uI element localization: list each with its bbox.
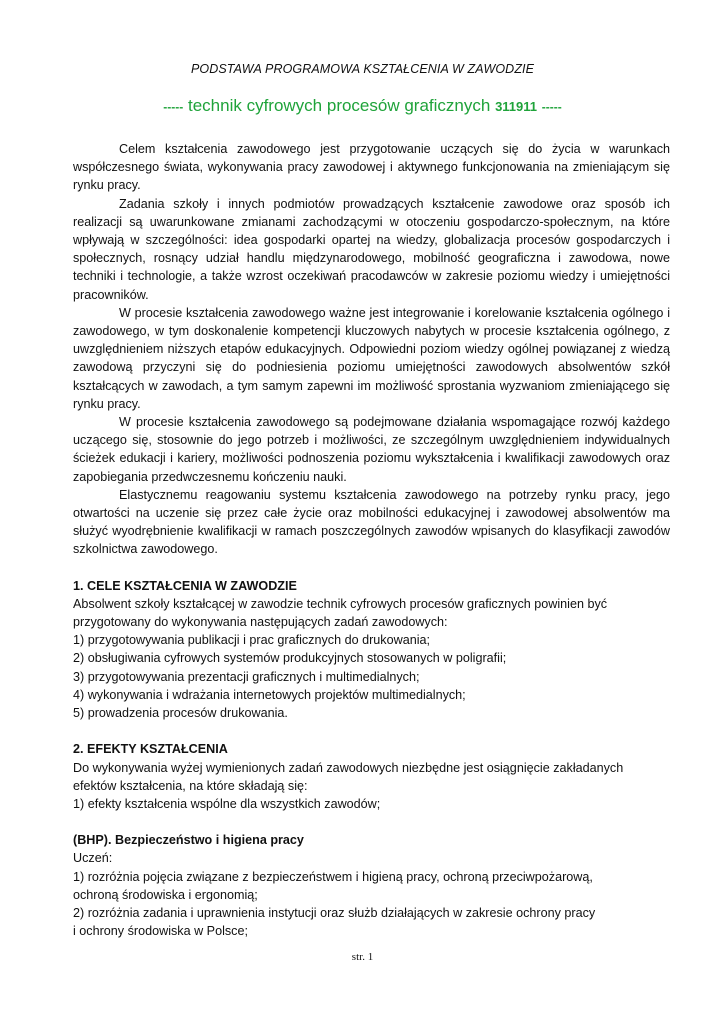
list-item: i ochrony środowiska w Polsce; bbox=[73, 924, 248, 939]
list-item: 1) przygotowywania publikacji i prac graficznych do drukowania; bbox=[73, 633, 430, 648]
title-dash-left: ----- bbox=[163, 100, 184, 114]
list-item: 5) prowadzenia procesów drukowania. bbox=[73, 706, 288, 721]
section-heading-goals: 1. CELE KSZTAŁCENIA W ZAWODZIE bbox=[73, 578, 297, 593]
section-text-line: przygotowany do wykonywania następujących zadań zawodowych: bbox=[73, 615, 448, 630]
title-dash-right: ----- bbox=[541, 100, 562, 114]
intro-paragraph: W procesie kształcenia zawodowego ważne jest integrowanie i korelowanie kształcenia ogólnego i zawodowego, w tym doskonalenie kompetencji kluczowych nabytych w procesie kształcenia ogólnego, z uwzględnieniem niższych etapów edukacyjnych. Odpowiedni poziom wiedzy ogólnej powiązanej z wiedzą zawodową przyczyni się do podniesienia poziomu umiejętności zawodowych absolwentów szkół kształcących w zawodach, a tym samym zapewni im możliwość sprostania wyzwaniom zmieniającego się rynku pracy. bbox=[73, 305, 670, 411]
section-heading-bhp: (BHP). Bezpieczeństwo i higiena pracy bbox=[73, 833, 304, 848]
section-text-line: Uczeń: bbox=[73, 851, 113, 866]
list-item: 4) wykonywania i wdrażania internetowych projektów multimedialnych; bbox=[73, 687, 466, 702]
document-header: PODSTAWA PROGRAMOWA KSZTAŁCENIA W ZAWODZIE bbox=[190, 62, 535, 76]
list-item: 3) przygotowywania prezentacji graficznych i multimedialnych; bbox=[73, 669, 420, 684]
title-profession: technik cyfrowych procesów graficznych bbox=[187, 96, 491, 115]
intro-paragraph: W procesie kształcenia zawodowego są podejmowane działania wspomagające rozwój każdego uczącego się, stosownie do jego potrzeb i możliwości, ze szczególnym uwzględnieniem indywidualnych ścieżek edukacji i kariery, możliwości podnoszenia poziomu wykształcenia i kwalifikacji zawodowych oraz zapobiegania przedwczesnemu kończeniu nauki. bbox=[73, 415, 670, 484]
list-item: 2) rozróżnia zadania i uprawnienia instytucji oraz służb działających w zakresie ochrony pracy bbox=[73, 905, 596, 920]
list-item: ochroną środowiska i ergonomią; bbox=[73, 887, 258, 902]
section-text-line: Absolwent szkoły kształcącej w zawodzie technik cyfrowych procesów graficznych powinien być bbox=[73, 596, 608, 611]
section-text-line: efektów kształcenia, na które składają się: bbox=[73, 778, 308, 793]
list-item: 1) rozróżnia pojęcia związane z bezpieczeństwem i higieną pracy, ochroną przeciwpożarową, bbox=[73, 869, 593, 884]
intro-paragraph: Elastycznemu reagowaniu systemu kształcenia zawodowego na potrzeby rynku pracy, jego otwartości na uczenie się przez całe życie oraz mobilności edukacyjnej i zawodowej absolwentów ma służyć wyodrębnienie kwalifikacji w ramach poszczególnych zawodów wpisanych do klasyfikacji zawodów szkolnictwa zawodowego. bbox=[73, 487, 670, 557]
document-title bbox=[0, 96, 725, 116]
intro-paragraph: Zadania szkoły i innych podmiotów prowadzących kształcenie zawodowe oraz sposób ich realizacji są uwarunkowane zmianami zachodzącymi w otoczeniu gospodarczo-społecznym, na które wpływają w szczególności: idea gospodarki opartej na wiedzy, globalizacja procesów gospodarczych i społecznych, rosnący udział handlu międzynarodowego, mobilność geograficzna i zawodowa, nowe techniki i technologie, a także wzrost oczekiwań pracodawców w zakresie poziomu wiedzy i umiejętności pracowników. bbox=[73, 196, 670, 302]
document-body bbox=[73, 140, 670, 940]
section-heading-outcomes: 2. EFEKTY KSZTAŁCENIA bbox=[73, 742, 228, 757]
intro-paragraph: Celem kształcenia zawodowego jest przygotowanie uczących się do życia w warunkach współczesnego świata, wykonywania pracy zawodowej i aktywnego funkcjonowania na zmieniającym się rynku pracy. bbox=[73, 142, 670, 193]
list-item: 2) obsługiwania cyfrowych systemów produkcyjnych stosowanych w poligrafii; bbox=[73, 651, 507, 666]
title-code: 311911 bbox=[495, 99, 538, 114]
page-number: str. 1 bbox=[351, 951, 374, 963]
list-item: 1) efekty kształcenia wspólne dla wszystkich zawodów; bbox=[73, 796, 381, 811]
section-text-line: Do wykonywania wyżej wymienionych zadań zawodowych niezbędne jest osiągnięcie zakładanych bbox=[73, 760, 624, 775]
